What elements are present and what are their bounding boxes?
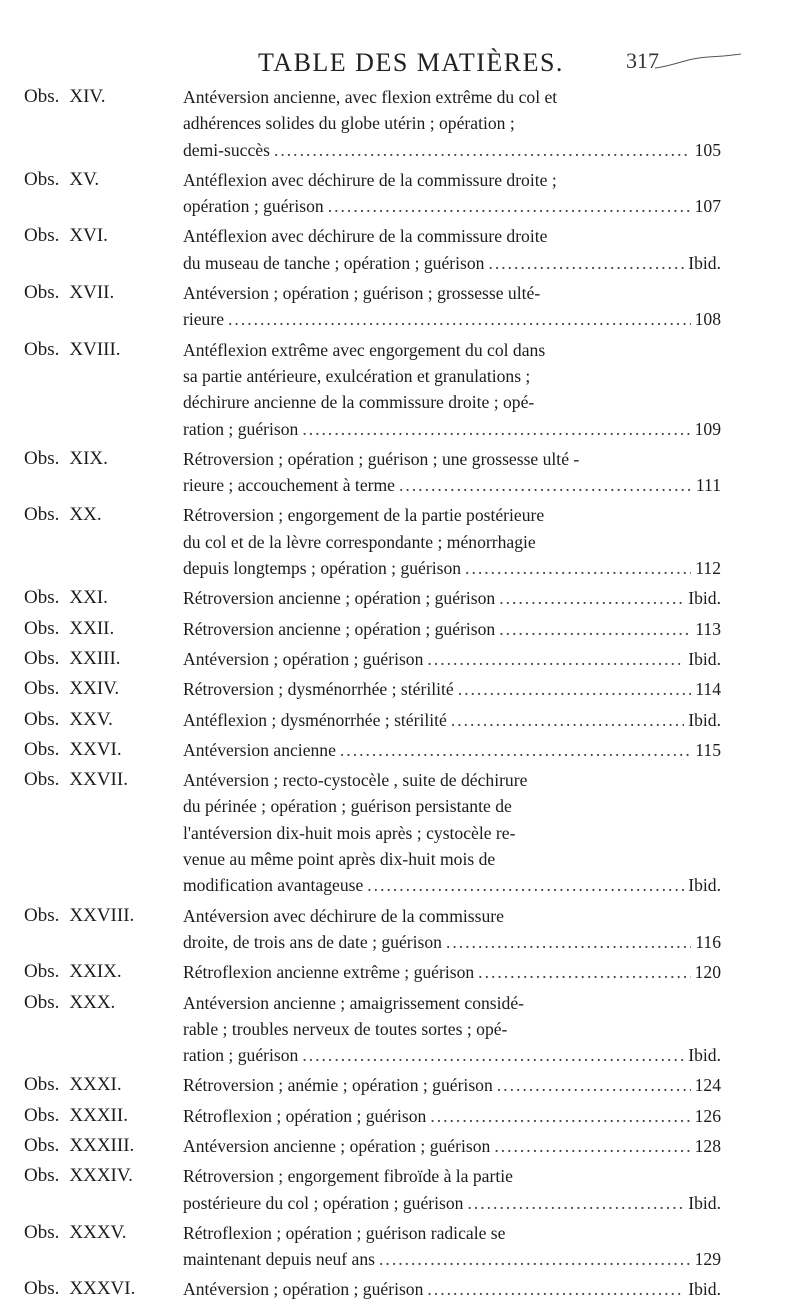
dot-leader [427,646,684,672]
entry-leader-line [183,137,721,163]
entry-leader-line [183,707,721,733]
toc-entry [0,1163,800,1216]
observation-number: XXXII. [69,1104,128,1126]
entry-text-line: du museau de tanche ; opération ; guérison [183,252,485,273]
entry-text-line: Antéversion avec déchirure de la commissure [183,905,504,926]
toc-entry [0,1276,800,1302]
toc-entry [0,707,800,733]
entry-text-line: rable ; troubles nerveux de toutes sortes ; opé- [183,1018,508,1039]
observation-prefix: Obs. [24,961,60,983]
entry-description [183,223,721,276]
dot-leader [451,707,684,733]
page-reference: 109 [694,418,721,439]
entry-text-line: Rétroflexion ; opération ; guérison [183,1105,427,1126]
entry-description [183,1103,721,1129]
observation-prefix: Obs. [24,1074,60,1096]
observation-label [24,280,114,306]
observation-number: XXI. [69,587,108,609]
observation-prefix: Obs. [24,991,60,1013]
observation-label [24,616,114,642]
entry-leader-line [183,1042,721,1068]
observation-number: XVIII. [69,338,121,360]
dot-leader [228,306,691,332]
entry-text-line: Rétroversion ; opération ; guérison ; une grossesse ulté - [183,448,580,469]
dot-leader [379,1246,691,1272]
entry-leader-line [183,306,721,332]
observation-number: XX. [69,504,102,526]
observation-number: XXIII. [69,647,121,669]
entry-leader-line [183,1276,721,1302]
observation-label [24,502,102,528]
page-reference: Ibid. [688,1045,721,1066]
observation-label [24,676,119,702]
entry-description [183,1163,721,1216]
entry-text-line: Rétroversion ancienne ; opération ; guérison [183,618,496,639]
toc-entry [0,446,800,499]
entry-text-line: Antéflexion avec déchirure de la commissure droite ; [183,169,557,190]
page-reference: 108 [694,309,721,330]
entry-description [183,84,721,163]
toc-entry [0,84,800,163]
observation-number: XV. [69,168,100,190]
observation-label [24,959,122,985]
dot-leader [494,1133,690,1159]
dot-leader [499,616,691,642]
observation-prefix: Obs. [24,504,60,526]
entry-text-line: opération ; guérison [183,196,324,217]
observation-label [24,707,113,733]
dot-leader [467,1190,684,1216]
page-reference: 128 [694,1135,721,1156]
entry-text-line: Antéversion ancienne ; opération ; guérison [183,1135,491,1156]
entry-text-line: modification avantageuse [183,875,364,896]
entry-leader-line [183,1246,721,1272]
entry-description [183,616,721,642]
entry-leader-line [183,1133,721,1159]
observation-number: XXX. [69,991,116,1013]
observation-number: XXXIII. [69,1134,135,1156]
header-title: TABLE DES MATIÈRES. [258,48,564,77]
observation-label [24,84,105,110]
observation-prefix: Obs. [24,587,60,609]
page-reference: 105 [694,139,721,160]
page-reference: 116 [695,931,721,952]
observation-label [24,990,115,1016]
observation-number: XXXVI. [69,1278,136,1300]
entry-text-line: Antéversion ancienne ; amaigrissement considé- [183,992,525,1013]
page-reference: Ibid. [688,709,721,730]
entry-leader-line [183,929,721,955]
toc-entry [0,1133,800,1159]
toc-entry [0,280,800,333]
observation-number: XIV. [69,86,106,107]
entry-leader-line [183,1072,721,1098]
toc-entry [0,1220,800,1273]
observation-prefix: Obs. [24,1221,60,1243]
entry-text-line: Antéversion ancienne, avec flexion extrême du col et [183,87,558,107]
entry-description [183,446,721,499]
toc-entry [0,502,800,581]
entry-leader-line [183,1103,721,1129]
observation-prefix: Obs. [24,447,60,469]
observation-prefix: Obs. [24,225,60,247]
entry-text-line: rieure [183,309,225,330]
page-reference: 112 [695,558,721,579]
entry-text-line: Antéversion ancienne [183,739,336,760]
observation-prefix: Obs. [24,168,60,190]
toc-entry [0,959,800,985]
dot-leader [465,555,691,581]
page-number: 317 [626,48,659,73]
entry-leader-line [183,250,721,276]
observation-number: XVII. [69,282,115,304]
dot-leader [478,959,690,985]
page-reference: 114 [695,679,721,700]
entry-text-line: Antéflexion avec déchirure de la commissure droite [183,226,548,247]
entry-leader-line [183,1190,721,1216]
observation-label [24,1103,128,1129]
toc-entry [0,737,800,763]
toc-entry [0,767,800,898]
observation-prefix: Obs. [24,647,60,669]
dot-leader [446,929,691,955]
toc-entry [0,337,800,442]
observation-label [24,167,99,193]
toc-entry [0,223,800,276]
entry-text-line: du col et de la lèvre correspondante ; ménorrhagie [183,531,536,552]
entry-text-line: Antéversion ; opération ; guérison [183,648,424,669]
toc-entry [0,616,800,642]
dot-leader [367,872,684,898]
toc-entry [0,646,800,672]
entry-leader-line [183,872,721,898]
entry-description [183,646,721,672]
entry-description [183,585,721,611]
observation-number: XXXIV. [69,1165,133,1187]
entry-text-line: Antéflexion extrême avec engorgement du col dans [183,339,546,360]
entry-text-line: Rétroversion ancienne ; opération ; guérison [183,588,496,609]
entry-text-line: Antéversion ; opération ; guérison ; grossesse ulté- [183,283,541,304]
toc-entry [0,167,800,220]
observation-number: XVI. [69,225,108,247]
observation-number: XXII. [69,617,115,639]
observation-label [24,1163,133,1189]
dot-leader [274,137,691,163]
page-reference: 129 [694,1249,721,1270]
page-reference: Ibid. [688,875,721,896]
entry-leader-line [183,555,721,581]
entry-description [183,167,721,220]
entry-leader-line [183,959,721,985]
page-reference: 115 [695,739,721,760]
entry-leader-line [183,676,721,702]
entry-description [183,337,721,442]
toc-entry [0,903,800,956]
running-header [0,42,800,82]
entry-leader-line [183,193,721,219]
observation-label [24,585,108,611]
page-reference: Ibid. [688,252,721,273]
entry-leader-line [183,737,721,763]
page-reference: 107 [694,196,721,217]
dot-leader [458,676,692,702]
entry-leader-line [183,646,721,672]
entry-leader-line [183,585,721,611]
observation-label [24,903,134,929]
observation-prefix: Obs. [24,338,60,360]
dot-leader [488,250,684,276]
entry-text-line: Rétroversion ; dysménorrhée ; stérilité [183,679,454,700]
entry-description [183,903,721,956]
observation-number: XXVII. [69,769,128,791]
observation-label [24,1133,134,1159]
toc-entry [0,585,800,611]
observation-label [24,337,121,363]
page-reference: 120 [694,962,721,983]
page-reference: Ibid. [688,1192,721,1213]
observation-prefix: Obs. [24,904,60,926]
entry-description [183,990,721,1069]
entry-description [183,280,721,333]
entry-text-line: Antéflexion ; dysménorrhée ; stérilité [183,709,447,730]
dot-leader [399,472,692,498]
toc-entry [0,990,800,1069]
observation-prefix: Obs. [24,86,60,107]
entry-text-line: l'antéversion dix-huit mois après ; cystocèle re- [183,822,516,843]
entry-text-line: adhérences solides du globe utérin ; opération ; [183,113,515,134]
dot-leader [328,193,691,219]
entry-text-line: ration ; guérison [183,418,299,439]
table-of-contents [0,84,800,1307]
observation-label [24,737,122,763]
dot-leader [340,737,691,763]
observation-label [24,1072,122,1098]
entry-text-line: venue au même point après dix-huit mois de [183,849,496,870]
page-reference: 111 [695,475,721,496]
entry-text-line: ration ; guérison [183,1045,299,1066]
toc-entry [0,1103,800,1129]
entry-description [183,1133,721,1159]
entry-text-line: sa partie antérieure, exulcération et granulations ; [183,365,531,386]
observation-prefix: Obs. [24,1278,60,1300]
entry-text-line: depuis longtemps ; opération ; guérison [183,558,462,579]
entry-description [183,502,721,581]
dot-leader [427,1276,684,1302]
entry-leader-line [183,616,721,642]
entry-text-line: maintenant depuis neuf ans [183,1249,376,1270]
observation-number: XXIV. [69,678,120,700]
observation-prefix: Obs. [24,1134,60,1156]
observation-prefix: Obs. [24,1104,60,1126]
toc-entry [0,1072,800,1098]
observation-label [24,223,108,249]
observation-prefix: Obs. [24,708,60,730]
observation-label [24,646,121,672]
entry-text-line: droite, de trois ans de date ; guérison [183,931,442,952]
observation-label [24,1276,135,1302]
entry-description [183,1072,721,1098]
page-reference: Ibid. [688,648,721,669]
entry-leader-line [183,472,721,498]
observation-number: XXIX. [69,961,122,983]
entry-text-line: Rétroversion ; engorgement fibroïde à la partie [183,1166,513,1187]
entry-description [183,1276,721,1302]
entry-text-line: Antéversion ; recto-cystocèle , suite de déchirure [183,770,528,791]
entry-text-line: Rétroflexion ; opération ; guérison radicale se [183,1222,506,1243]
observation-prefix: Obs. [24,738,60,760]
entry-text-line: Rétroversion ; engorgement de la partie postérieure [183,505,545,526]
dot-leader [430,1103,690,1129]
toc-entry [0,676,800,702]
observation-number: XXVIII. [69,904,135,926]
entry-leader-line [183,416,721,442]
entry-description [183,737,721,763]
page-reference: 124 [694,1075,721,1096]
observation-prefix: Obs. [24,617,60,639]
observation-number: XXXI. [69,1074,122,1096]
dot-leader [497,1072,691,1098]
entry-text-line: Rétroflexion ancienne extrême ; guérison [183,962,475,983]
entry-description [183,707,721,733]
observation-number: XIX. [69,447,108,469]
observation-prefix: Obs. [24,282,60,304]
entry-description [183,767,721,898]
ink-flourish-icon [653,52,743,74]
page-reference: Ibid. [688,588,721,609]
page-reference: 113 [695,618,721,639]
dot-leader [302,1042,684,1068]
entry-text-line: rieure ; accouchement à terme [183,475,395,496]
observation-prefix: Obs. [24,678,60,700]
entry-description [183,1220,721,1273]
entry-text-line: postérieure du col ; opération ; guérison [183,1192,464,1213]
observation-number: XXXV. [69,1221,127,1243]
dot-leader [302,416,690,442]
observation-label [24,446,108,472]
entry-description [183,676,721,702]
dot-leader [499,585,684,611]
entry-text-line: Rétroversion ; anémie ; opération ; guérison [183,1075,493,1096]
observation-label [24,767,128,793]
observation-number: XXV. [69,708,113,730]
observation-prefix: Obs. [24,1165,60,1187]
observation-prefix: Obs. [24,769,60,791]
entry-text-line: demi-succès [183,139,270,160]
page-reference: 126 [694,1105,721,1126]
observation-label [24,1220,127,1246]
observation-number: XXVI. [69,738,122,760]
page-reference: Ibid. [688,1279,721,1300]
entry-text-line: Antéversion ; opération ; guérison [183,1279,424,1300]
entry-description [183,959,721,985]
entry-text-line: du périnée ; opération ; guérison persistante de [183,796,512,817]
entry-text-line: déchirure ancienne de la commissure droite ; opé- [183,392,535,413]
